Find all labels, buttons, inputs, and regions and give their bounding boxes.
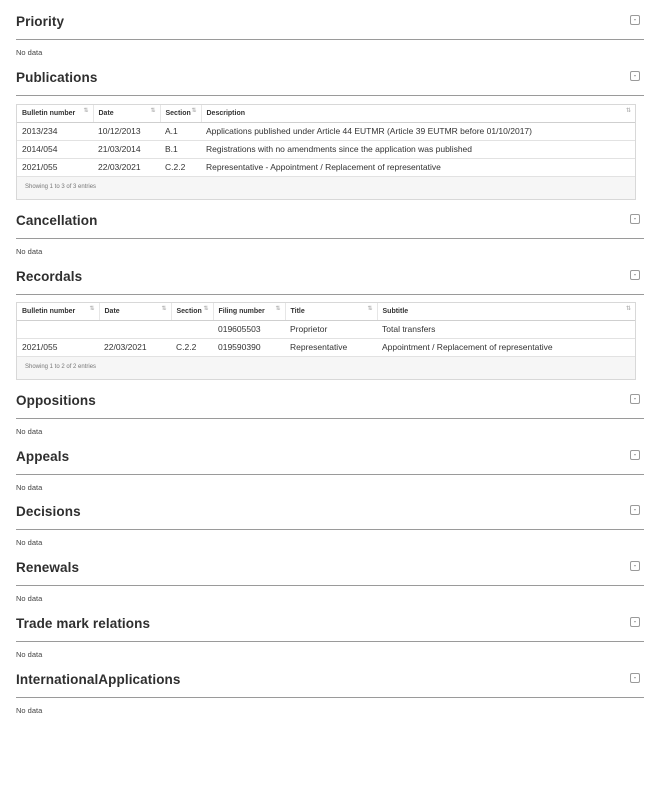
table-row xyxy=(17,140,635,158)
column-header[interactable]: Description ⇅ xyxy=(201,105,635,122)
section-title: InternationalApplications xyxy=(16,672,181,687)
table-cell: 2014/054 xyxy=(17,140,93,158)
section-title: Recordals xyxy=(16,269,83,284)
section-title: Decisions xyxy=(16,504,81,519)
table-cell: Representative - Appointment / Replacement of representative xyxy=(201,158,635,176)
collapse-toggle-icon[interactable]: - xyxy=(630,561,640,571)
table-cell: Appointment / Replacement of representative xyxy=(377,338,635,356)
collapse-toggle-icon[interactable]: - xyxy=(630,673,640,683)
no-data-text: No data xyxy=(16,594,43,603)
column-header[interactable]: Title ⇅ xyxy=(285,303,377,320)
table-cell: Registrations with no amendments since the application was published xyxy=(201,140,635,158)
section-header xyxy=(16,666,644,698)
table-cell: Proprietor xyxy=(285,320,377,338)
sort-arrows-icon: ⇅ xyxy=(83,108,89,114)
sort-arrows-icon: ⇅ xyxy=(275,306,281,312)
collapse-toggle-icon[interactable]: - xyxy=(630,15,640,25)
table-header-row xyxy=(17,303,635,320)
sort-arrows-icon: ⇅ xyxy=(367,306,373,312)
table-info xyxy=(17,357,635,379)
column-header[interactable]: Section ⇅ xyxy=(171,303,213,320)
no-data-text: No data xyxy=(16,538,43,547)
sort-arrows-icon: ⇅ xyxy=(191,108,197,114)
table-cell: 2021/055 xyxy=(17,158,93,176)
section-title: Cancellation xyxy=(16,213,98,228)
section-title: Publications xyxy=(16,70,98,85)
sort-arrows-icon: ⇅ xyxy=(625,306,631,312)
section-header xyxy=(16,387,644,419)
recordals-table xyxy=(16,302,636,380)
table-row xyxy=(17,122,635,140)
table-cell xyxy=(171,320,213,338)
table-cell: C.2.2 xyxy=(171,338,213,356)
no-data-text: No data xyxy=(16,247,43,256)
no-data-text: No data xyxy=(16,706,43,715)
table-cell xyxy=(17,320,99,338)
section-title: Oppositions xyxy=(16,393,96,408)
column-header[interactable]: Date ⇅ xyxy=(93,105,160,122)
table-cell: 22/03/2021 xyxy=(99,338,171,356)
collapse-toggle-icon[interactable]: - xyxy=(630,394,640,404)
section-header xyxy=(16,554,644,586)
collapse-toggle-icon[interactable]: - xyxy=(630,71,640,81)
section-header xyxy=(16,498,644,530)
entries-count: Showing 1 to 3 of 3 entries xyxy=(25,183,97,190)
table-cell: 22/03/2021 xyxy=(93,158,160,176)
entries-count: Showing 1 to 2 of 2 entries xyxy=(25,363,97,370)
no-data-text: No data xyxy=(16,427,43,436)
column-header[interactable]: Bulletin number ⇅ xyxy=(17,303,99,320)
section-title: Appeals xyxy=(16,449,70,464)
table-cell: B.1 xyxy=(160,140,201,158)
sort-arrows-icon: ⇅ xyxy=(203,306,209,312)
collapse-toggle-icon[interactable]: - xyxy=(630,270,640,280)
section-title: Priority xyxy=(16,14,65,29)
section-title: Renewals xyxy=(16,560,80,575)
collapse-toggle-icon[interactable]: - xyxy=(630,450,640,460)
table-cell: 2021/055 xyxy=(17,338,99,356)
table-cell: Applications published under Article 44 EUTMR (Article 39 EUTMR before 01/10/2017) xyxy=(201,122,635,140)
column-header[interactable]: Date ⇅ xyxy=(99,303,171,320)
table-cell: A.1 xyxy=(160,122,201,140)
column-header[interactable]: Subtitle ⇅ xyxy=(377,303,635,320)
no-data-text: No data xyxy=(16,48,43,57)
section-header xyxy=(16,64,644,96)
section-header xyxy=(16,207,644,239)
table-cell: 019590390 xyxy=(213,338,285,356)
section-header xyxy=(16,443,644,475)
table-row xyxy=(17,158,635,176)
sort-arrows-icon: ⇅ xyxy=(625,108,631,114)
collapse-toggle-icon[interactable]: - xyxy=(630,505,640,515)
column-header[interactable]: Filing number ⇅ xyxy=(213,303,285,320)
publications-table xyxy=(16,104,636,200)
collapse-toggle-icon[interactable]: - xyxy=(630,214,640,224)
table-cell: Representative xyxy=(285,338,377,356)
table-info xyxy=(17,177,635,199)
table-cell: 2013/234 xyxy=(17,122,93,140)
table-cell: Total transfers xyxy=(377,320,635,338)
table-cell: 019605503 xyxy=(213,320,285,338)
sort-arrows-icon: ⇅ xyxy=(150,108,156,114)
no-data-text: No data xyxy=(16,650,43,659)
table-cell xyxy=(99,320,171,338)
table-cell: 10/12/2013 xyxy=(93,122,160,140)
section-header xyxy=(16,8,644,40)
column-header[interactable]: Section ⇅ xyxy=(160,105,201,122)
section-header xyxy=(16,610,644,642)
collapse-toggle-icon[interactable]: - xyxy=(630,617,640,627)
sort-arrows-icon: ⇅ xyxy=(89,306,95,312)
table-row xyxy=(17,338,635,356)
section-header xyxy=(16,263,644,295)
table-cell: C.2.2 xyxy=(160,158,201,176)
table-row xyxy=(17,320,635,338)
no-data-text: No data xyxy=(16,483,43,492)
table-cell: 21/03/2014 xyxy=(93,140,160,158)
table-header-row xyxy=(17,105,635,122)
sort-arrows-icon: ⇅ xyxy=(161,306,167,312)
section-title: Trade mark relations xyxy=(16,616,151,631)
column-header[interactable]: Bulletin number ⇅ xyxy=(17,105,93,122)
